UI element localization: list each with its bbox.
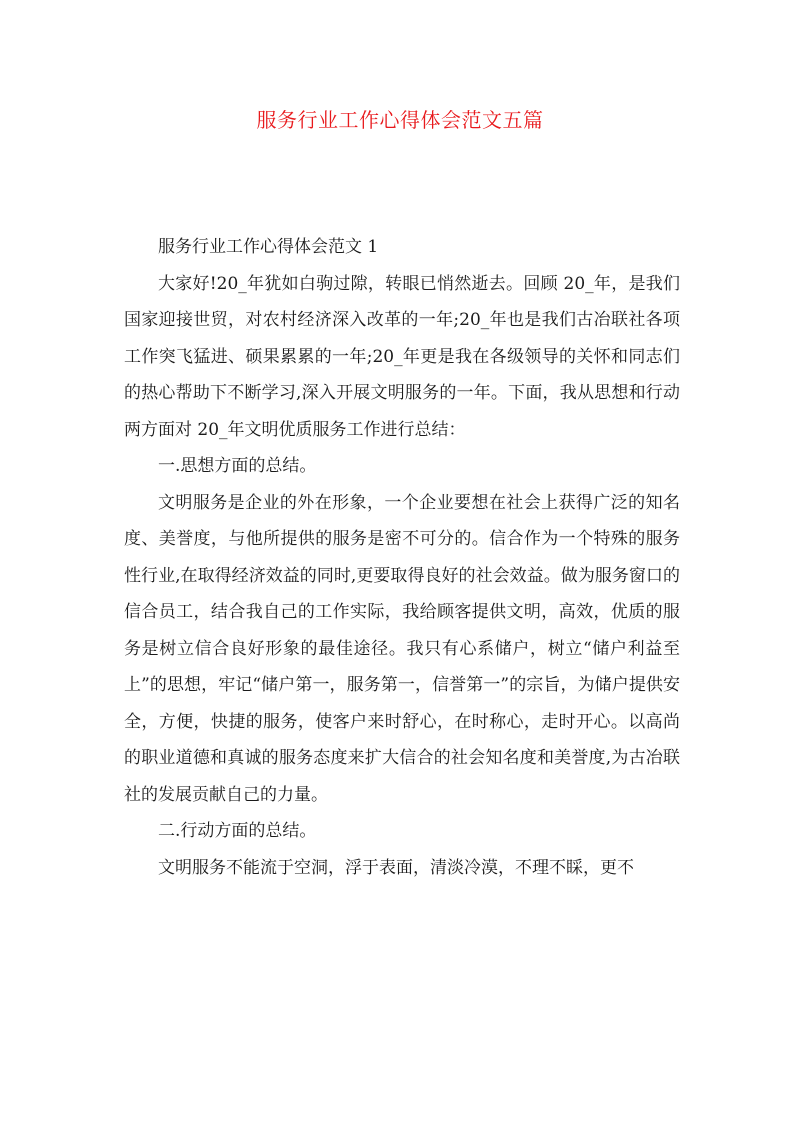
paragraph-intro: 大家好!20_年犹如白驹过隙，转眼已悄然逝去。回顾 20_年，是我们国家迎接世贸，对农村经济深入改革的一年;20_年也是我们古冶联社各项工作突飞猛进、硕果累累的一年;20_年更是我在各级领导的关怀和同志们的热心帮助下不断学习,深入开展文明服务的一年。下面，我从思想和行动两方面对 20_年文明优质服务工作进行总结： — [124, 273, 680, 440]
section-heading: 服务行业工作心得体会范文 1 — [158, 237, 379, 257]
document-body — [124, 229, 680, 886]
subheading-thought: 一.思想方面的总结。 — [158, 456, 317, 476]
subheading-action: 二.行动方面的总结。 — [158, 821, 317, 841]
document-title: 服务行业工作心得体会范文五篇 — [256, 108, 544, 132]
paragraph-action: 文明服务不能流于空洞，浮于表面，清淡冷漠，不理不睬，更不 — [158, 857, 634, 878]
paragraph-thought: 文明服务是企业的外在形象，一个企业要想在社会上获得广泛的知名度、美誉度，与他所提供的服务是密不可分的。信合作为一个特殊的服务性行业,在取得经济效益的同时,更要取得良好的社会效益。做为服务窗口的信合员工，结合我自己的工作实际，我给顾客提供文明，高效，优质的服务是树立信合良好形象的最佳途径。我只有心系储户，树立“储户利益至上”的思想，牢记“储户第一，服务第一，信誉第一”的宗旨，为储户提供安全，方便，快捷的服务，使客户来时舒心，在时称心，走时开心。以高尚的职业道德和真诚的服务态度来扩大信合的社会知名度和美誉度,为古冶联社的发展贡献自己的力量。 — [124, 492, 680, 805]
